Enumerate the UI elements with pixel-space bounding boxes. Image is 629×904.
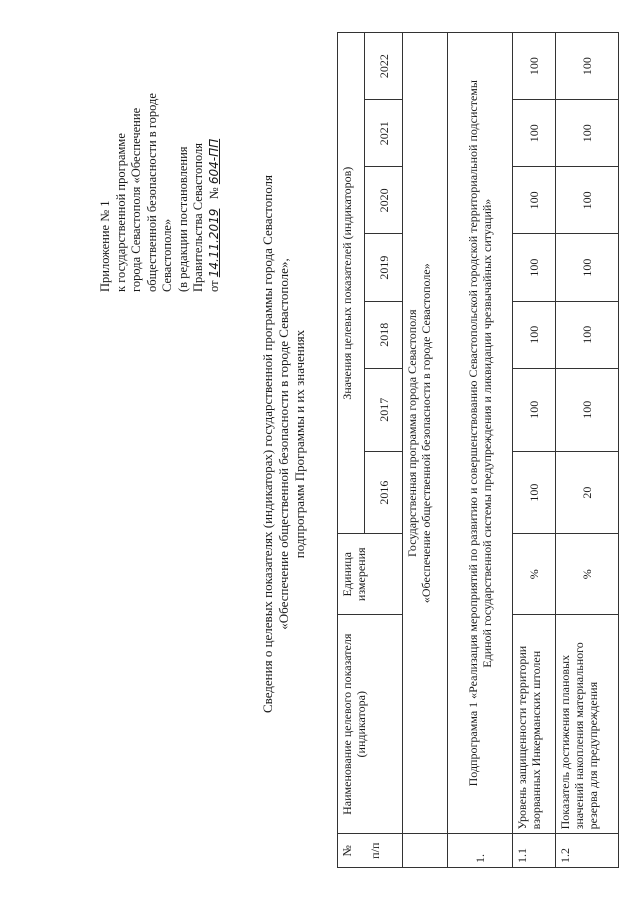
year-cell: 2020 bbox=[365, 167, 403, 234]
date-prefix: от bbox=[206, 280, 221, 292]
appendix-line: Севастополе» bbox=[160, 218, 174, 292]
appendix-line: Правительства Севастополя bbox=[191, 143, 205, 292]
program-num-cell bbox=[403, 834, 448, 868]
handwritten-number: 604-ПП bbox=[206, 138, 221, 185]
program-cell bbox=[403, 33, 448, 834]
header-name: Наименование целевого показателя bbox=[340, 633, 354, 815]
year-cell: 2017 bbox=[365, 368, 403, 451]
title-line: «Обеспечение общественной безопасности в городе Севастополе», bbox=[276, 258, 291, 630]
header-name-cell bbox=[338, 615, 403, 834]
table-row bbox=[513, 33, 556, 868]
header-unit-cell bbox=[338, 534, 403, 615]
header-unit: Единица bbox=[340, 552, 354, 597]
appendix-date-line bbox=[207, 22, 223, 292]
header-values: Значения целевых показателей (индикаторов) bbox=[338, 33, 365, 534]
title-line: подпрограмм Программы и их значениях bbox=[292, 329, 307, 559]
subprogram-num: 1. bbox=[448, 834, 513, 868]
row-unit: % bbox=[513, 534, 556, 615]
appendix-block bbox=[98, 22, 222, 292]
row-value: 100 bbox=[556, 368, 619, 451]
subprogram-row bbox=[448, 33, 513, 868]
row-num: 1.2 bbox=[556, 834, 619, 868]
header-num: № bbox=[340, 844, 354, 857]
header-unit-sub: измерения bbox=[354, 547, 368, 602]
program-line: Государственная программа города Севастополя bbox=[405, 309, 419, 557]
handwritten-date: 14.11.2019 bbox=[206, 208, 221, 278]
row-name: Показатель достижения плановых значений накопления материального резерва для предупреждения bbox=[556, 615, 619, 834]
row-value: 100 bbox=[556, 301, 619, 368]
document-title bbox=[260, 114, 308, 774]
number-prefix: № bbox=[206, 187, 221, 200]
table-header-row bbox=[338, 33, 365, 868]
row-value: 100 bbox=[513, 234, 556, 301]
indicators-table bbox=[337, 32, 619, 868]
row-value: 100 bbox=[513, 451, 556, 534]
appendix-line: города Севастополя «Обеспечение bbox=[129, 107, 143, 292]
table-row bbox=[556, 33, 619, 868]
subprogram-text: Подпрограмма 1 «Реализация мероприятий по развитию и совершенствованию Севастопольской городской территориальной подсистемы Единой государственной системы предупреждения и ликвидации чрезвычайных ситуаций» bbox=[448, 33, 513, 834]
appendix-line: (в редакции постановления bbox=[175, 146, 190, 292]
row-num: 1.1 bbox=[513, 834, 556, 868]
year-cell: 2018 bbox=[365, 301, 403, 368]
row-value: 100 bbox=[513, 33, 556, 100]
row-value: 100 bbox=[513, 301, 556, 368]
row-unit: % bbox=[556, 534, 619, 615]
row-value: 100 bbox=[513, 100, 556, 167]
year-cell: 2016 bbox=[365, 451, 403, 534]
row-value: 20 bbox=[556, 451, 619, 534]
row-value: 100 bbox=[513, 167, 556, 234]
appendix-line: общественной безопасности в городе bbox=[144, 93, 159, 292]
appendix-line: к государственной программе bbox=[113, 133, 128, 292]
row-value: 100 bbox=[556, 33, 619, 100]
program-line: «Обеспечение общественной безопасности в городе Севастополе» bbox=[419, 263, 433, 604]
header-num-cell bbox=[338, 834, 403, 868]
appendix-line: Приложение № 1 bbox=[98, 200, 112, 292]
year-cell: 2022 bbox=[365, 33, 403, 100]
row-value: 100 bbox=[513, 368, 556, 451]
year-cell: 2019 bbox=[365, 234, 403, 301]
title-line: Сведения о целевых показателях (индикаторах) государственной программы города Севастополя bbox=[260, 174, 275, 714]
row-value: 100 bbox=[556, 167, 619, 234]
year-cell: 2021 bbox=[365, 100, 403, 167]
header-name-sub: (индикатора) bbox=[354, 691, 368, 758]
header-num-sub: п/п bbox=[368, 842, 382, 859]
row-value: 100 bbox=[556, 234, 619, 301]
program-row bbox=[403, 33, 448, 868]
row-value: 100 bbox=[556, 100, 619, 167]
row-name: Уровень защищенности территории взорванных Инкерманских штолен bbox=[513, 615, 556, 834]
